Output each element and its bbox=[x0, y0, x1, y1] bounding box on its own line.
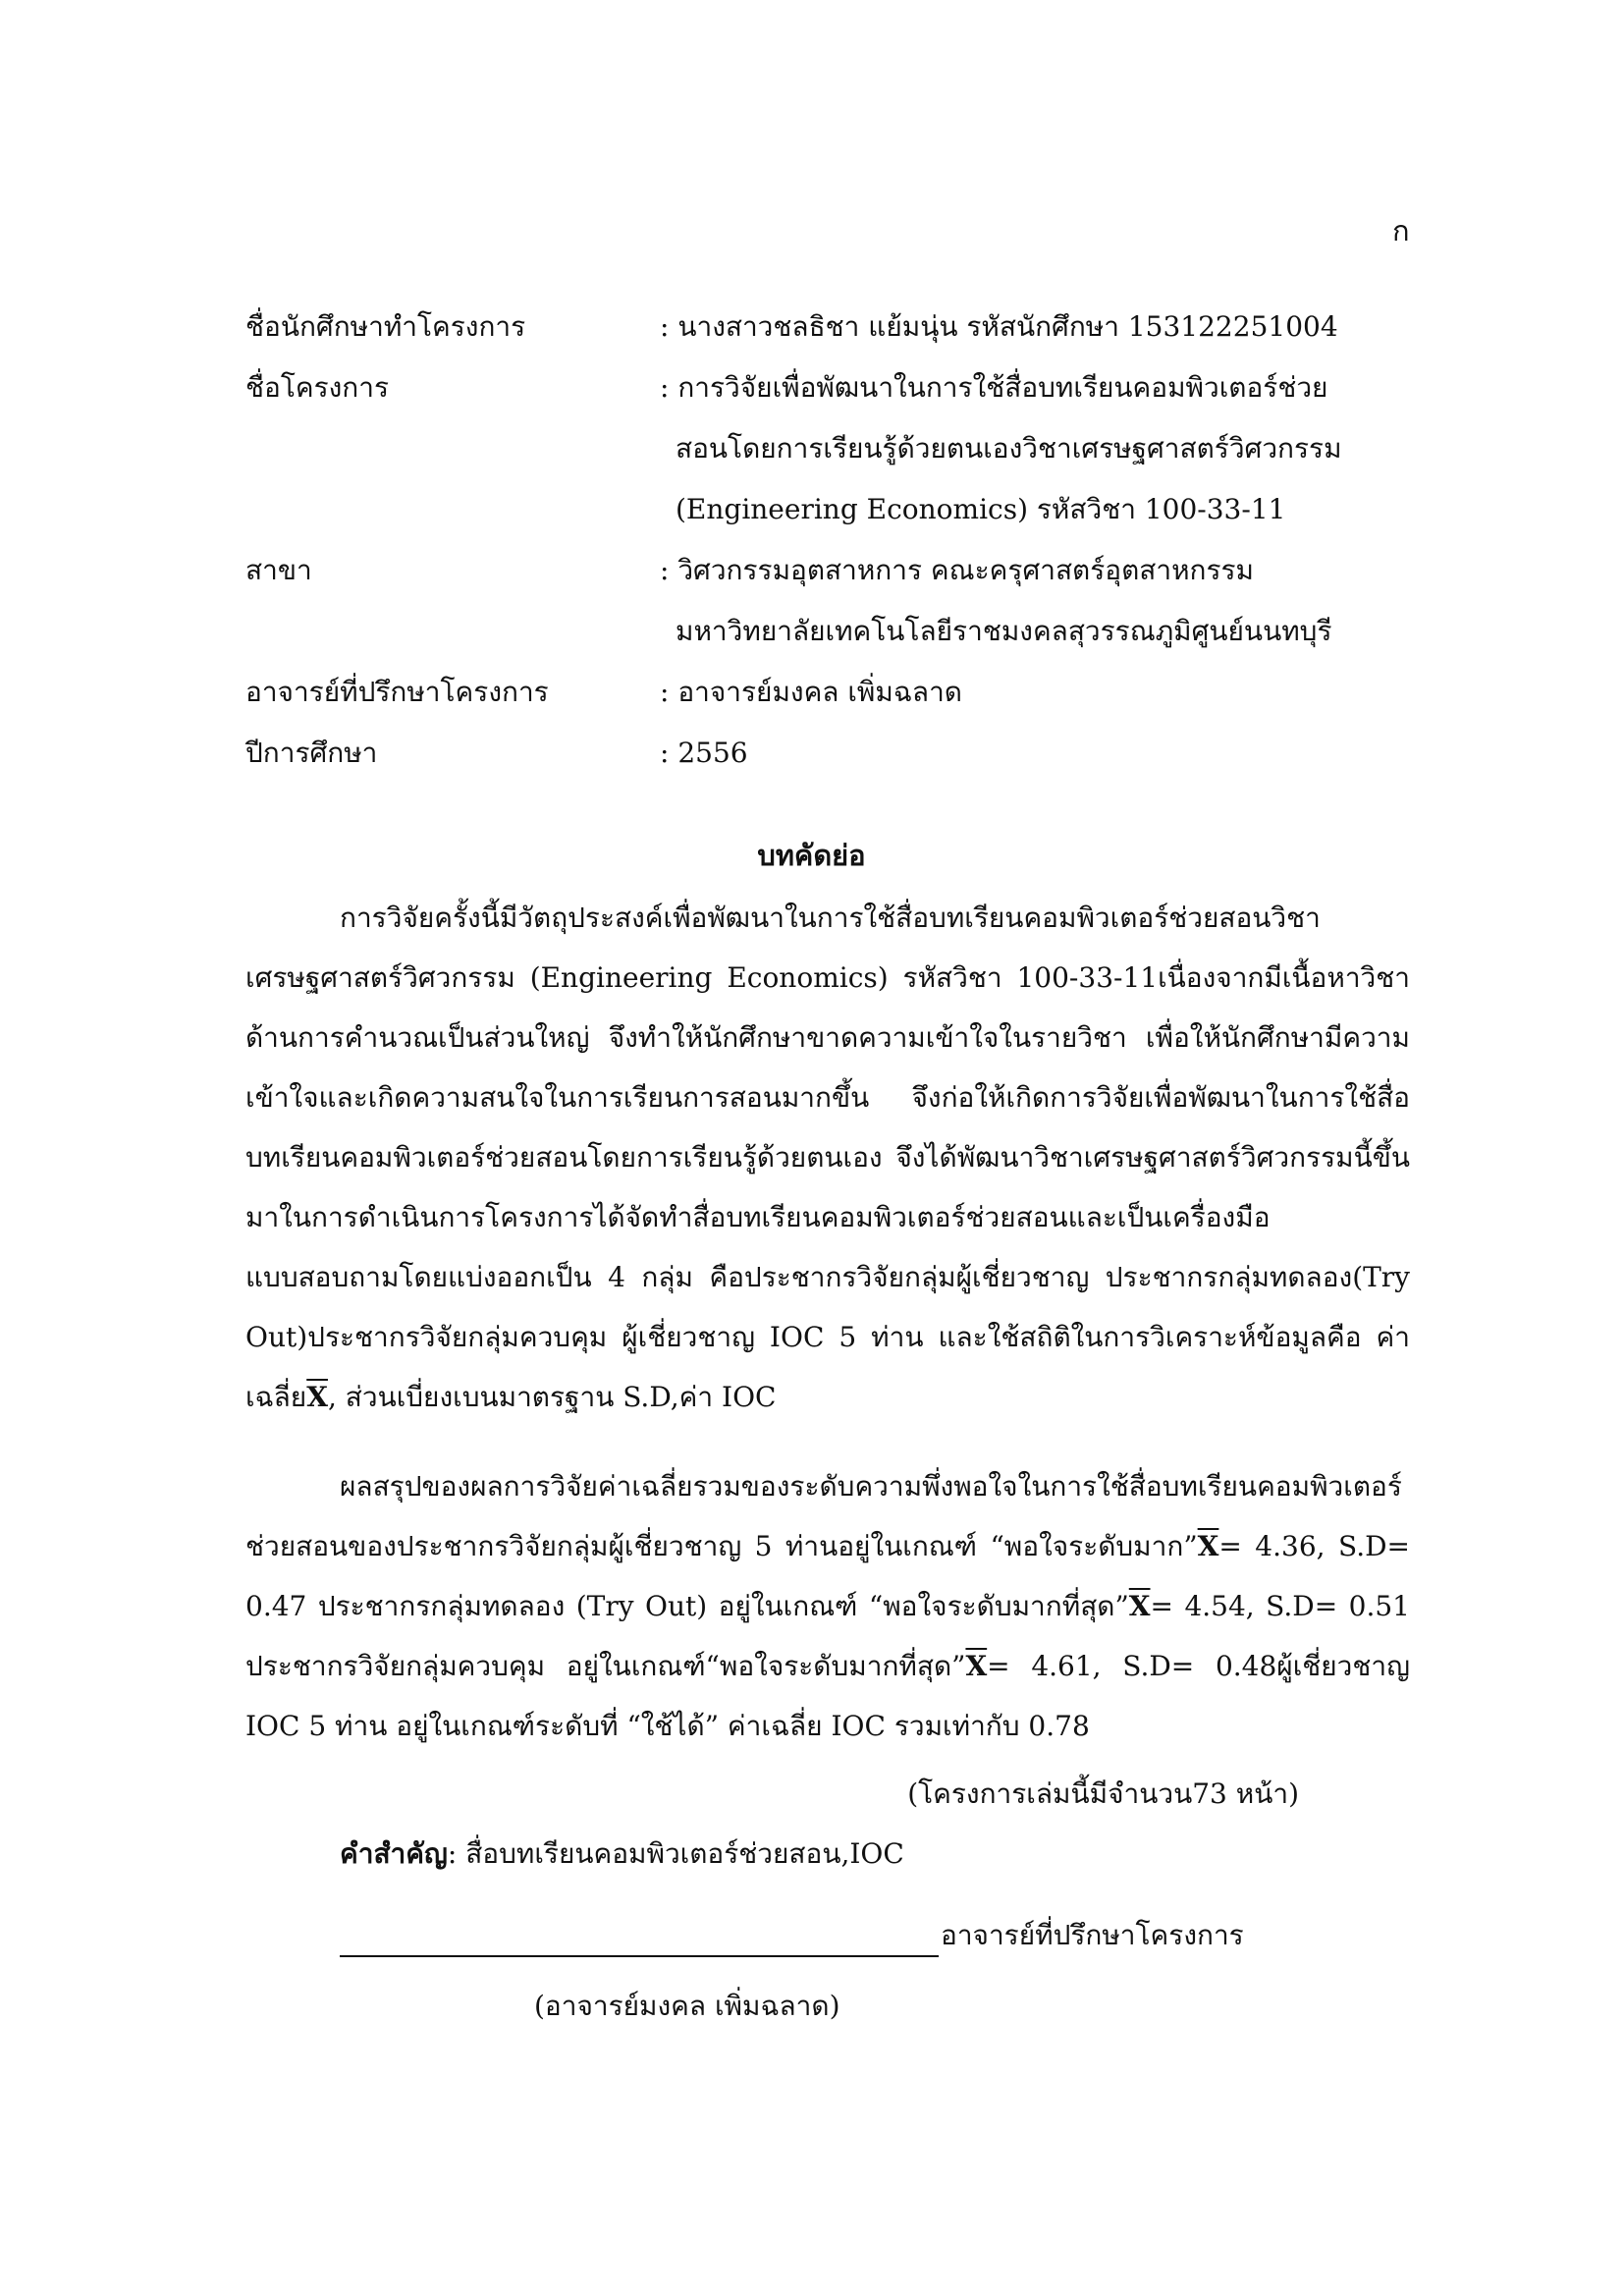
page-number: ก bbox=[1392, 214, 1410, 247]
abstract-p2-text-c: = 4.54, S.D= 0.51 ประชากรวิจัยกลุ่มควบคุม อยู่ในเกณฑ์“พอใจระดับมากที่สุด” bbox=[245, 1590, 1410, 1682]
abstract-p1-text-b: , ส่วนเบี่ยงเบนมาตรฐาน S.D,ค่า IOC bbox=[327, 1381, 777, 1413]
mean-symbol: $\overline{X}$ bbox=[1128, 1590, 1151, 1622]
student-row bbox=[245, 297, 1424, 357]
year-label: ปีการศึกษา bbox=[245, 737, 378, 769]
student-value bbox=[660, 297, 1424, 357]
signature-line-row bbox=[340, 1910, 1322, 1957]
abstract-p2-text-d: = 4.61, S.D= 0.48ผู้เชี่ยวชาญ IOC 5 ท่าน อยู่ในเกณฑ์ระดับที่ “ใช้ได้” ค่าเฉลี่ย IOC รวมเท่ากับ 0.78 bbox=[245, 1650, 1410, 1742]
project-title-line-3: (Engineering Economics) รหัสวิชา 100-33-11 bbox=[676, 493, 1286, 525]
department-line-2: มหาวิทยาลัยเทคโนโลยีราชมงคลสุวรรณภูมิศูนย์นนทบุรี bbox=[676, 615, 1332, 647]
abstract-p1-text-a: การวิจัยครั้งนี้มีวัตถุประสงค์เพื่อพัฒนาในการใช้สื่อบทเรียนคอมพิวเตอร์ช่วยสอนวิชาเศรษฐศาสตร์วิศวกรรม (Engineering Economics) รหัสวิชา 100-33-11เนื่องจากมีเนื้อหาวิชาด้านการคำนวณเป็นส่วนใหญ่ จึงทำให้นักศึกษาขาดความเข้าใจในรายวิชา เพื่อให้นักศึกษามีความเข้าใจและเกิดความสนใจในการเรียนการสอนมากขึ้น จึงก่อให้เกิดการวิจัยเพื่อพัฒนาในการใช้สื่อบทเรียนคอมพิวเตอร์ช่วยสอนโดยการเรียนรู้ด้วยตนเอง จึงได้พัฒนาวิชาเศรษฐศาสตร์วิศวกรรมนี้ขึ้นมาในการดำเนินการโครงการได้จัดทำสื่อบทเรียนคอมพิวเตอร์ช่วยสอนและเป็นเครื่องมือแบบสอบถามโดยแบ่งออกเป็น 4 กลุ่ม คือประชากรวิจัยกลุ่มผู้เชี่ยวชาญ ประชากรกลุ่มทดลอง(Try Out)ประชากรวิจัยกลุ่มควบคุม ผู้เชี่ยวชาญ IOC 5 ท่าน และใช้สถิติในการวิเคราะห์ข้อมูลคือ ค่าเฉลี่ย bbox=[245, 902, 1410, 1413]
student-label: ชื่อนักศึกษาทำโครงการ bbox=[245, 310, 526, 343]
abstract-body bbox=[245, 888, 1410, 1884]
department-line-1: : วิศวกรรมอุตสาหการ คณะครุศาสตร์อุตสาหกรรม bbox=[660, 554, 1255, 586]
project-info bbox=[245, 297, 1424, 784]
advisor-label: อาจารย์ที่ปรึกษาโครงการ bbox=[245, 676, 549, 708]
abstract-paragraph-2 bbox=[245, 1456, 1410, 1756]
abstract-paragraph-1 bbox=[245, 888, 1410, 1427]
department-row bbox=[245, 540, 1424, 662]
project-label: ชื่อโครงการ bbox=[245, 371, 390, 404]
year-value bbox=[660, 723, 1424, 784]
project-row bbox=[245, 357, 1424, 540]
academic-year: : 2556 bbox=[660, 737, 748, 769]
signature-block bbox=[340, 1910, 1322, 2028]
signature-line bbox=[340, 1916, 939, 1957]
mean-symbol: $\overline{X}$ bbox=[306, 1381, 328, 1413]
department-value bbox=[660, 540, 1424, 662]
mean-symbol: $\overline{X}$ bbox=[1197, 1530, 1219, 1562]
advisor-name: : อาจารย์มงคล เพิ่มฉลาด bbox=[660, 676, 962, 708]
advisor-row bbox=[245, 662, 1424, 723]
project-title-line-2: สอนโดยการเรียนรู้ด้วยตนเองวิชาเศรษฐศาสตร์วิศวกรรม bbox=[676, 432, 1342, 465]
signature-role: อาจารย์ที่ปรึกษาโครงการ bbox=[941, 1919, 1244, 1951]
advisor-value bbox=[660, 662, 1424, 723]
keywords bbox=[245, 1824, 1410, 1884]
department-label: สาขา bbox=[245, 554, 312, 586]
abstract-p2-text-a: ผลสรุปของผลการวิจัยค่าเฉลี่ยรวมของระดับความพึ่งพอใจในการใช้สื่อบทเรียนคอมพิวเตอร์ช่วยสอนของประชากรวิจัยกลุ่มผู้เชี่ยวชาญ 5 ท่านอยู่ในเกณฑ์ “พอใจระดับมาก” bbox=[245, 1470, 1402, 1562]
page-count: (โครงการเล่มนี้มีจำนวน73 หน้า) bbox=[907, 1777, 1299, 1810]
signature-name: (อาจารย์มงคล เพิ่มฉลาด) bbox=[534, 1990, 840, 2022]
keywords-label: คำสำคัญ bbox=[340, 1837, 448, 1870]
project-title-line-1: : การวิจัยเพื่อพัฒนาในการใช้สื่อบทเรียนคอมพิวเตอร์ช่วย bbox=[660, 371, 1328, 404]
student-name: : นางสาวชลธิชา แย้มนุ่น รหัสนักศึกษา 153122251004 bbox=[660, 310, 1338, 343]
abstract-title: บทคัดย่อ bbox=[757, 839, 866, 872]
abstract-p2-text-b: = 4.36, S.D= 0.47 ประชากรกลุ่มทดลอง (Try Out) อยู่ในเกณฑ์ “พอใจระดับมากที่สุด” bbox=[245, 1530, 1411, 1622]
keywords-value: : สื่อบทเรียนคอมพิวเตอร์ช่วยสอน,IOC bbox=[447, 1837, 904, 1870]
mean-symbol: $\overline{X}$ bbox=[965, 1650, 988, 1682]
project-value bbox=[660, 357, 1424, 540]
year-row bbox=[245, 723, 1424, 784]
